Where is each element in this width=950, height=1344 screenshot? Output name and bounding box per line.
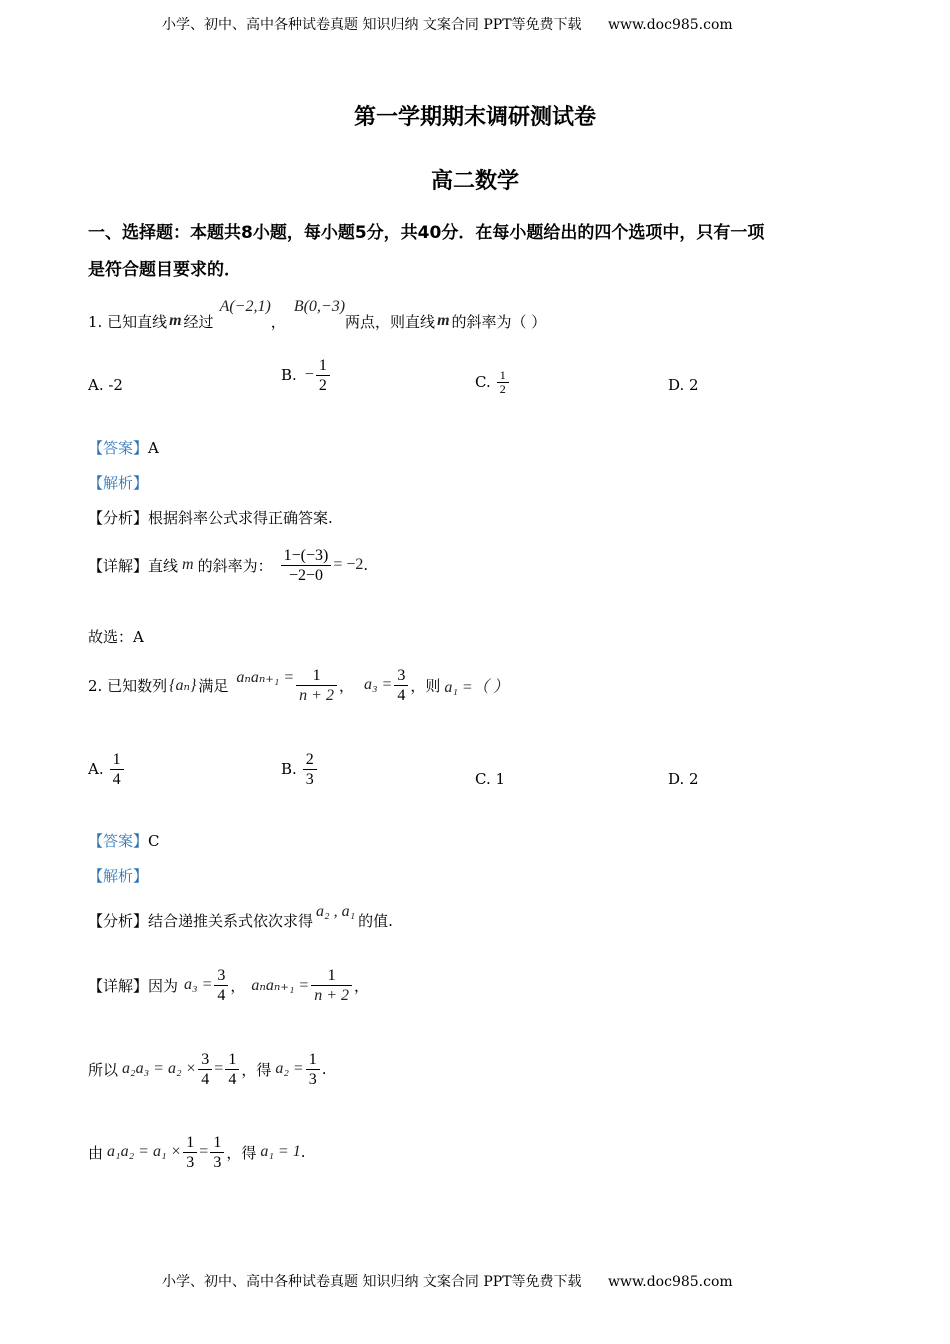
- q2-step-2: 所以 a₂a₃ = a₂ × $\frac{3}{4}$ = $\frac{1}{4}$ ，得 a₂ = $\frac{1}{3}$ .: [88, 1050, 327, 1088]
- header-text: 小学、初中、高中各种试卷真题 知识归纳 文案合同 PPT等免费下载: [162, 17, 582, 33]
- question-2: 2. 已知数列 {aₙ} 满足 aₙaₙ₊₁ = $\frac{1}{n + 2}$ ， a₃ = $\frac{3}{4}$ ，则 a₁ =（ ）: [88, 666, 509, 704]
- q1-option-a: A. -2: [88, 376, 123, 394]
- section-heading-line2: 是符合题目要求的．: [88, 260, 241, 280]
- q1-option-d: D. 2: [668, 376, 699, 394]
- q2-step-3: 由 a₁a₂ = a₁ × $\frac{1}{3}$ = $\frac{1}{3}$ ，得 a₁ = 1 .: [88, 1133, 306, 1171]
- question-1: 1. 已知直线 m 经过 A(−2,1) ， B(0,−3) 两点，则直线 m 的斜率为（ ）: [88, 298, 547, 331]
- page-header: [162, 14, 733, 34]
- footer-url[interactable]: www.doc985.com: [607, 1274, 733, 1290]
- q1-option-c: C. $\frac{1}{2}$: [475, 364, 511, 400]
- q1-answer: 【答案】A: [88, 439, 159, 457]
- footer-text: 小学、初中、高中各种试卷真题 知识归纳 文案合同 PPT等免费下载: [162, 1274, 582, 1290]
- q1-fenxi: 【分析】根据斜率公式求得正确答案.: [88, 509, 333, 527]
- page-subtitle: 高二数学: [430, 169, 519, 194]
- q2-answer: 【答案】C: [88, 832, 160, 850]
- q2-option-b: B. $\frac{2}{3}$: [281, 746, 319, 792]
- point-a: A(−2,1): [219, 298, 271, 315]
- q2-option-d: D. 2: [668, 770, 699, 788]
- q2-analysis-tag: 【解析】: [88, 867, 149, 885]
- q2-option-c: C. 1: [475, 770, 506, 788]
- q1-analysis-tag: 【解析】: [88, 474, 149, 492]
- q2-fenxi: 【分析】 结合递推关系式依次求得 a₂ , a₁ 的值.: [88, 903, 393, 930]
- q2-xiangjie: 【详解】 因为 a₃ = $\frac{3}{4}$ ， aₙaₙ₊₁ = $\frac{1}{n + 2}$ ，: [88, 966, 369, 1004]
- header-url[interactable]: www.doc985.com: [607, 17, 733, 33]
- q1-conclusion: 故选：A: [88, 628, 144, 646]
- q1-xiangjie: 【详解】 直线 m 的斜率为： $\frac{1-(-3)}{-2-0}$ = −2 .: [88, 546, 369, 584]
- section-heading-line1: 一、选择题：本题共8小题，每小题5分，共40分．在每小题给出的四个选项中，只有一项: [88, 223, 765, 243]
- page-title: 第一学期期末调研测试卷: [353, 105, 596, 130]
- point-b: B(0,−3): [293, 298, 346, 315]
- q1-option-b: B. − $\frac{1}{2}$: [281, 350, 332, 400]
- page-footer: [162, 1271, 733, 1291]
- q2-option-a: A. $\frac{1}{4}$: [88, 746, 126, 792]
